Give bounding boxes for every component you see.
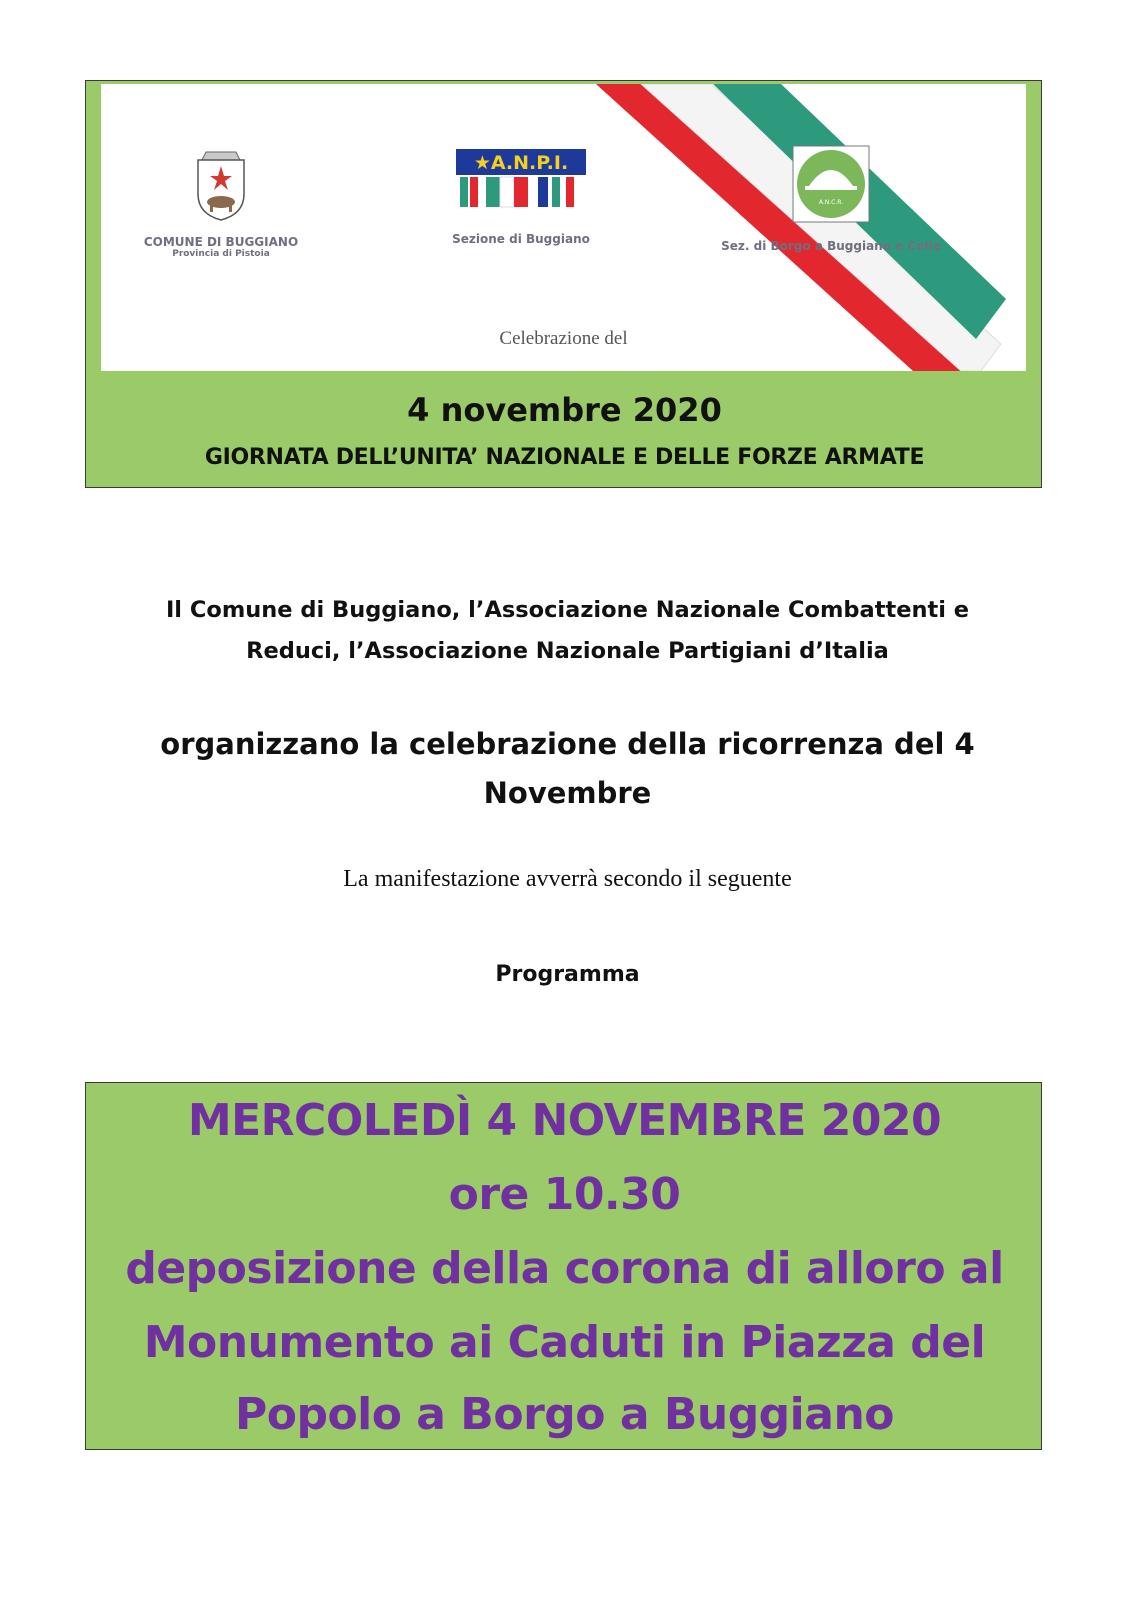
event-time: ore 10.30 <box>448 1169 681 1220</box>
helmet-emblem-icon <box>791 144 871 224</box>
ancr-logo <box>701 144 961 253</box>
comune-name: COMUNE DI BUGGIANO <box>143 235 299 249</box>
programma-heading: Programma <box>495 962 640 987</box>
event-description-line: Popolo a Borgo a Buggiano <box>234 1389 895 1440</box>
comune-logo <box>121 144 321 259</box>
ancr-section: Sez. di Borgo a Buggiano e Colle <box>721 239 941 253</box>
coat-of-arms-icon <box>186 144 256 224</box>
anpi-section: Sezione di Buggiano <box>452 232 590 246</box>
event-date: MERCOLEDÌ 4 NOVEMBRE 2020 <box>187 1095 942 1146</box>
organizers-paragraph <box>100 590 1035 672</box>
anpi-logo-text: ★A.N.P.I. <box>473 152 569 174</box>
date-title: 4 novembre 2020 <box>407 391 722 429</box>
organizzano-paragraph <box>100 720 1035 818</box>
organizers-line: Reduci, l’Associazione Nazionale Partigiani d’Italia <box>246 638 889 664</box>
celebrazione-text: Celebrazione del <box>499 328 628 349</box>
anpi-flag-icon <box>456 149 586 209</box>
event-description-line: Monumento ai Caduti in Piazza del <box>143 1317 986 1368</box>
organizzano-line: organizzano la celebrazione della ricorrenza del 4 <box>160 727 975 761</box>
event-description-line: deposizione della corona di alloro al <box>125 1243 1004 1294</box>
comune-province: Provincia di Pistoia <box>172 249 270 259</box>
manifestazione-text: La manifestazione avverrà secondo il seguente <box>343 866 792 892</box>
organizers-line: Il Comune di Buggiano, l’Associazione Nazionale Combattenti e <box>165 597 970 623</box>
anpi-logo <box>421 149 621 246</box>
banner-image <box>101 84 1026 371</box>
giornata-title: GIORNATA DELL’UNITA’ NAZIONALE E DELLE FORZE ARMATE <box>204 445 925 470</box>
ancr-logo-text: A.N.C.R. <box>818 199 844 206</box>
header-box <box>85 80 1042 488</box>
event-box <box>85 1082 1042 1450</box>
organizzano-line: Novembre <box>483 776 652 810</box>
